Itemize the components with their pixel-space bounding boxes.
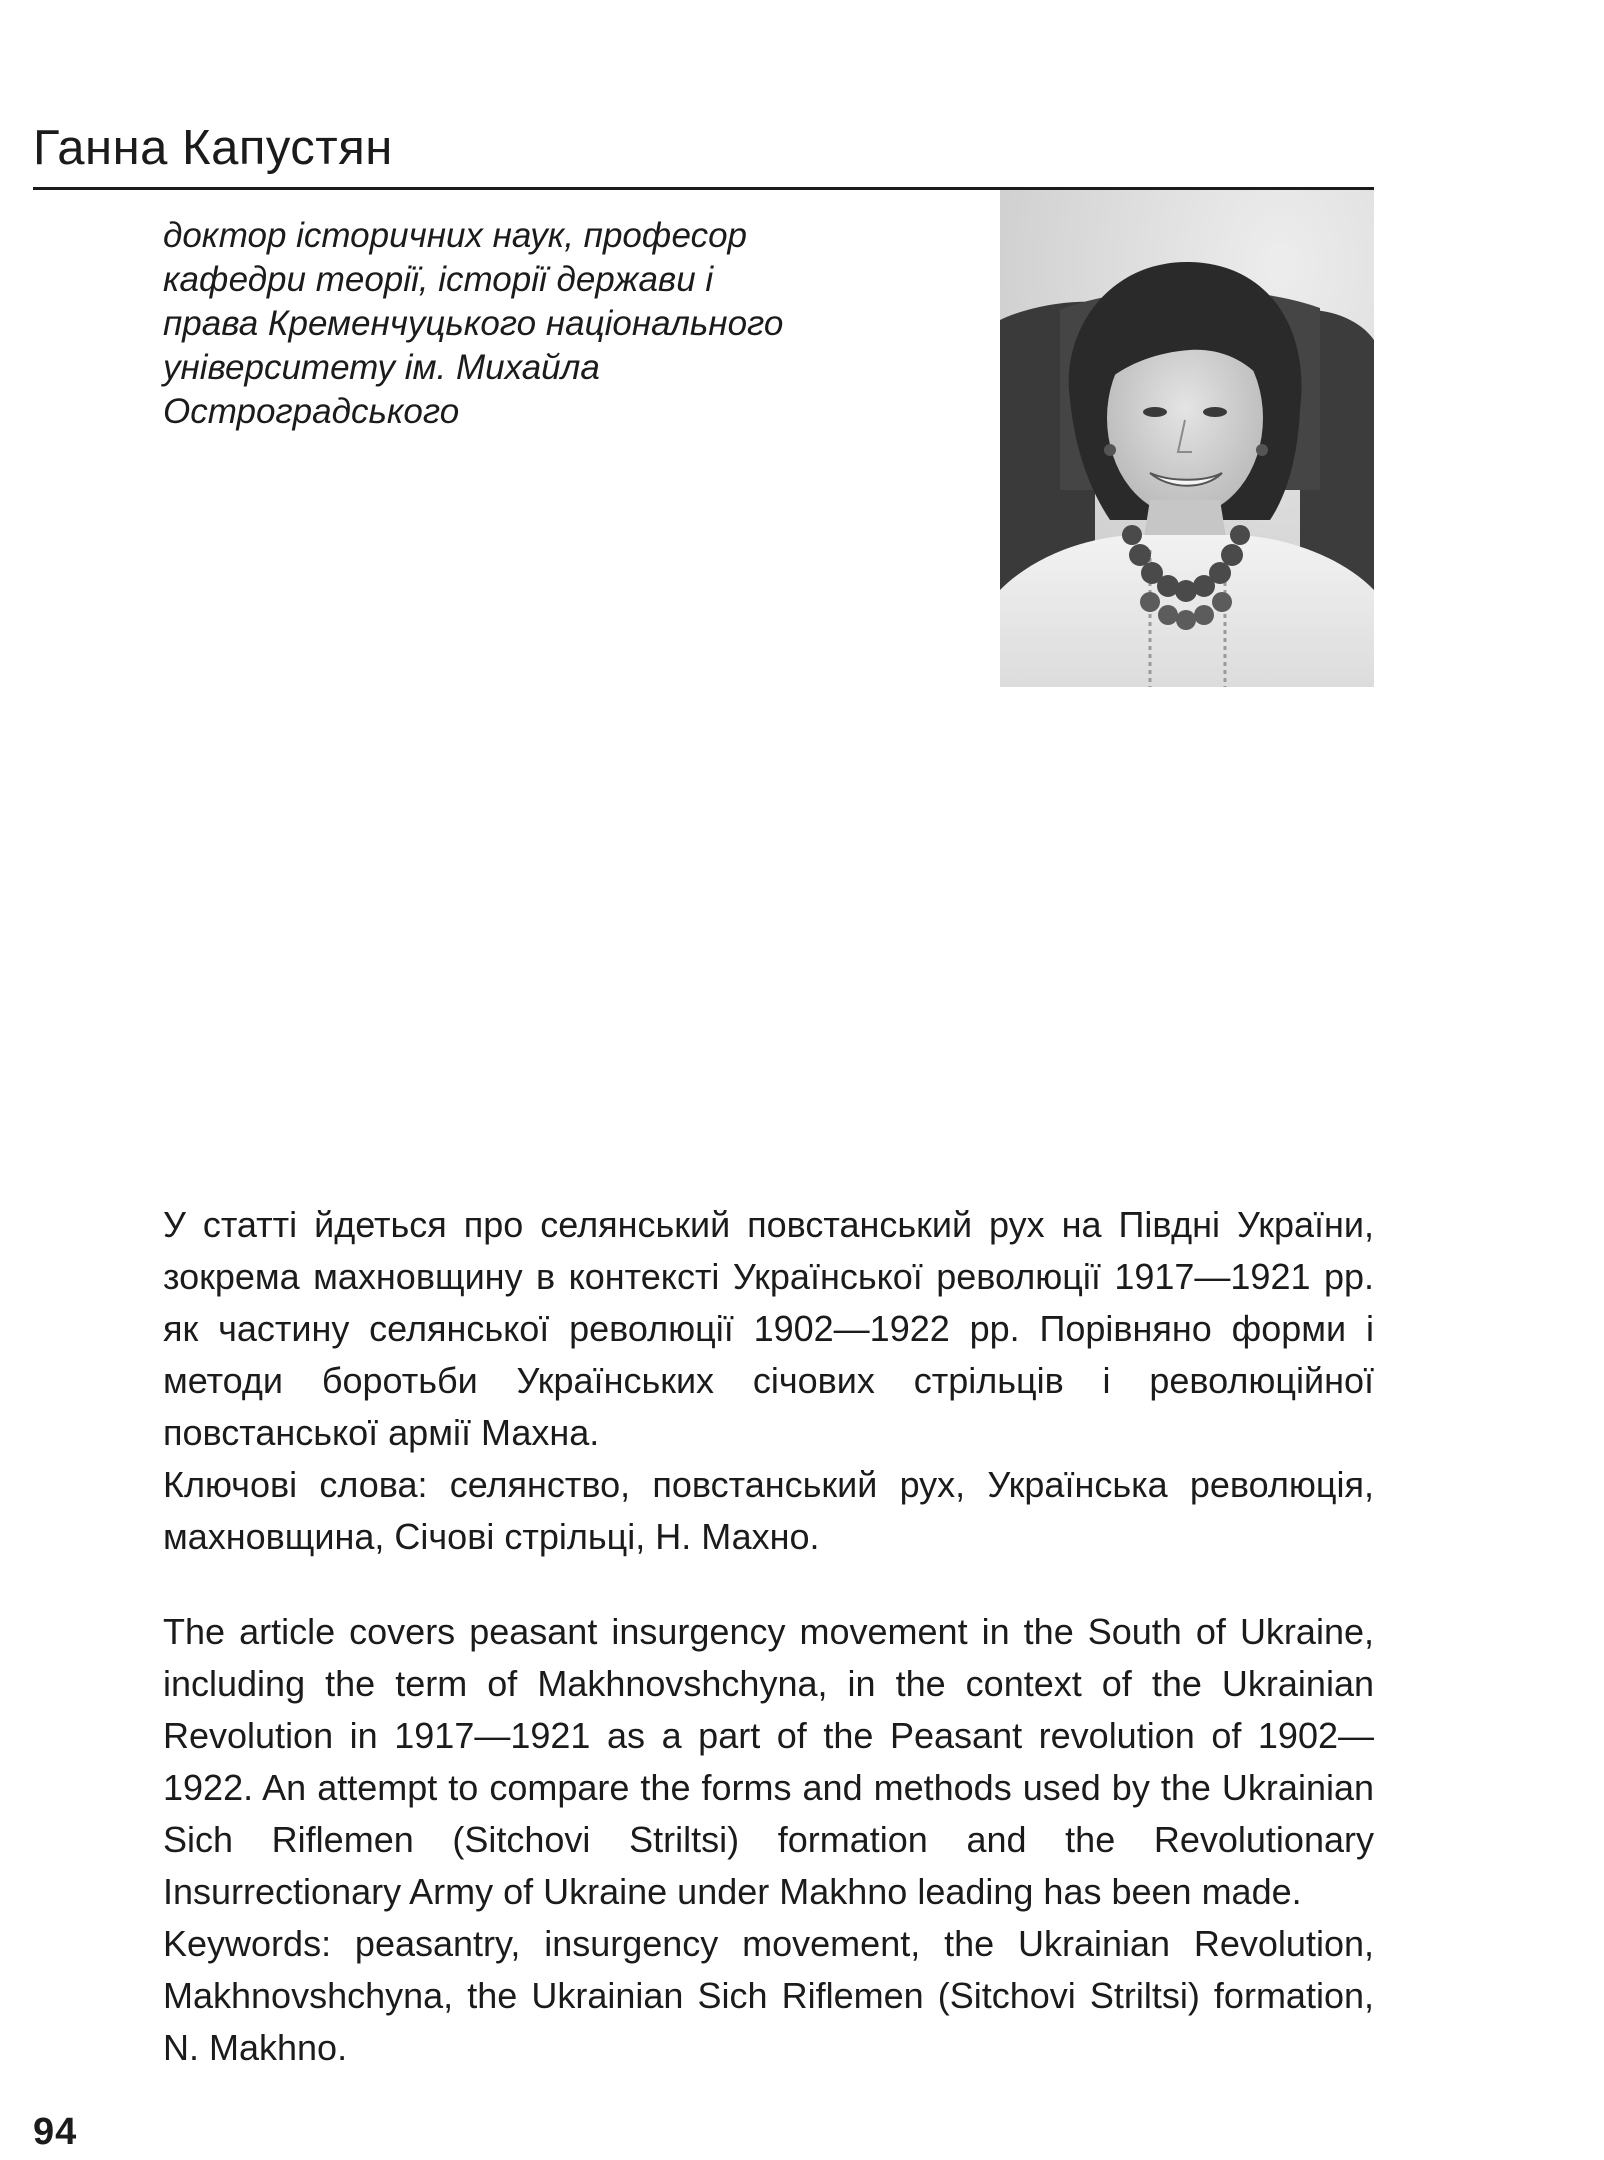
abstract-ukrainian-text: У статті йдеться про селянський повстанський рух на Півдні України, зокрема махновщину в контексті Української революції 1917—1921 рр. як частину селянської революції 1902—1922 рр. Порівняно форми і методи боротьби Українських січових стрільців і революційної повстанської армії Махна. (163, 1204, 1374, 1453)
page-number: 94 (33, 2111, 78, 2153)
affiliation-line: університету ім. Михайла (163, 348, 600, 387)
affiliation-line: доктор історичних наук, професор (163, 216, 748, 255)
affiliation-line: Остроградського (163, 392, 460, 431)
keywords-english: Keywords: peasantry, insurgency movement, the Ukrainian Revolution, Makhnovshchyna, the Ukrainian Sich Riflemen (Sitchovi Striltsi) formation, N. Makhno. (163, 1923, 1374, 2068)
portrait-illustration (1000, 190, 1374, 687)
abstract-english (163, 1606, 1374, 2074)
affiliation-line: кафедри теорії, історії держави і (163, 260, 714, 299)
author-portrait-photo (1000, 190, 1374, 687)
author-affiliation (163, 214, 963, 434)
affiliation-line: права Кременчуцького національного (163, 304, 784, 343)
keywords-ukrainian: Ключові слова: селянство, повстанський рух, Українська революція, махновщина, Січові стрільці, Н. Махно. (163, 1464, 1374, 1557)
author-name: Ганна Капустян (33, 121, 393, 175)
abstract-english-text: The article covers peasant insurgency movement in the South of Ukraine, including the term of Makhnovshchyna, in the context of the Ukrainian Revolution in 1917—1921 as a part of the Peasant revolution of 1902—1922. An attempt to compare the forms and methods used by the Ukrainian Sich Riflemen (Sitchovi Striltsi) formation and the Revolutionary Insurrectionary Army of Ukraine under Makhno leading has been made. (163, 1611, 1374, 1912)
abstract-ukrainian (163, 1199, 1374, 1563)
